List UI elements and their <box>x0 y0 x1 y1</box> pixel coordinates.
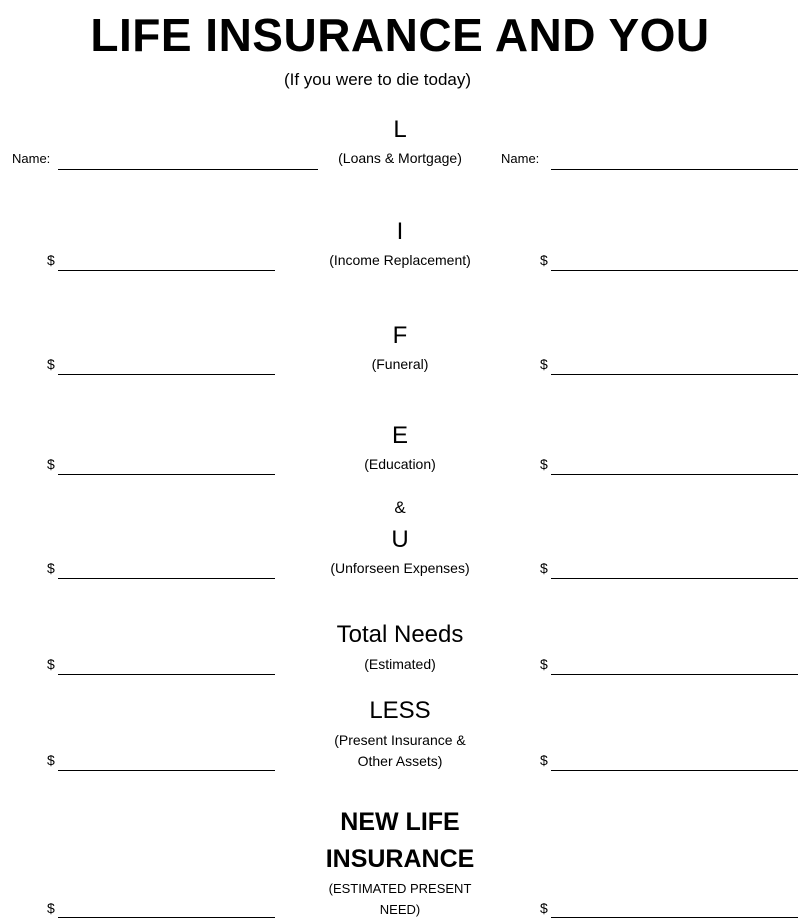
amount-field-left[interactable] <box>58 674 275 675</box>
amount-field-left[interactable] <box>58 578 275 579</box>
amount-field-left[interactable] <box>58 374 275 375</box>
section-u-ampersand: & <box>394 498 406 517</box>
dollar-sign-right: $ <box>540 252 548 268</box>
section-new-life-heading-line2: INSURANCE <box>325 845 475 873</box>
dollar-sign-left: $ <box>47 900 55 916</box>
amount-field-right[interactable] <box>551 917 798 918</box>
name-field-right[interactable] <box>551 169 798 170</box>
name-label-left: Name: <box>12 151 51 166</box>
section-new-life-desc-line1: (ESTIMATED PRESENT <box>328 881 472 896</box>
section-u-desc: (Unforseen Expenses) <box>330 560 470 576</box>
dollar-sign-right: $ <box>540 560 548 576</box>
amount-field-left[interactable] <box>58 917 275 918</box>
dollar-sign-left: $ <box>47 656 55 672</box>
amount-field-right[interactable] <box>551 674 798 675</box>
dollar-sign-left: $ <box>47 356 55 372</box>
dollar-sign-right: $ <box>540 900 548 916</box>
section-i-letter: I <box>396 218 404 245</box>
amount-field-left[interactable] <box>58 770 275 771</box>
section-less-desc-line2: Other Assets) <box>357 753 443 769</box>
dollar-sign-right: $ <box>540 656 548 672</box>
page-title: LIFE INSURANCE AND YOU <box>90 9 710 61</box>
dollar-sign-left: $ <box>47 252 55 268</box>
amount-field-right[interactable] <box>551 270 798 271</box>
dollar-sign-left: $ <box>47 560 55 576</box>
dollar-sign-right: $ <box>540 456 548 472</box>
section-less-desc-line1: (Present Insurance & <box>334 732 466 748</box>
section-new-life-heading-line1: NEW LIFE <box>340 808 460 836</box>
page-subtitle: (If you were to die today) <box>283 70 472 89</box>
name-field-left[interactable] <box>58 169 318 170</box>
amount-field-left[interactable] <box>58 270 275 271</box>
section-l-letter: L <box>393 116 407 143</box>
amount-field-left[interactable] <box>58 474 275 475</box>
section-total-needs-desc: (Estimated) <box>364 656 436 672</box>
section-less-heading: LESS <box>369 697 431 724</box>
amount-field-right[interactable] <box>551 474 798 475</box>
section-e-desc: (Education) <box>364 456 436 472</box>
section-new-life-desc-line2: NEED) <box>379 902 421 917</box>
name-label-right: Name: <box>501 151 540 166</box>
section-i-desc: (Income Replacement) <box>329 252 471 268</box>
section-f-desc: (Funeral) <box>371 356 429 372</box>
dollar-sign-right: $ <box>540 752 548 768</box>
dollar-sign-right: $ <box>540 356 548 372</box>
amount-field-right[interactable] <box>551 578 798 579</box>
dollar-sign-left: $ <box>47 752 55 768</box>
section-e-letter: E <box>391 422 408 449</box>
section-l-desc: (Loans & Mortgage) <box>338 150 462 166</box>
dollar-sign-left: $ <box>47 456 55 472</box>
amount-field-right[interactable] <box>551 374 798 375</box>
section-total-needs-heading: Total Needs <box>336 621 464 648</box>
amount-field-right[interactable] <box>551 770 798 771</box>
section-f-letter: F <box>392 322 408 349</box>
section-u-letter: U <box>391 526 409 553</box>
